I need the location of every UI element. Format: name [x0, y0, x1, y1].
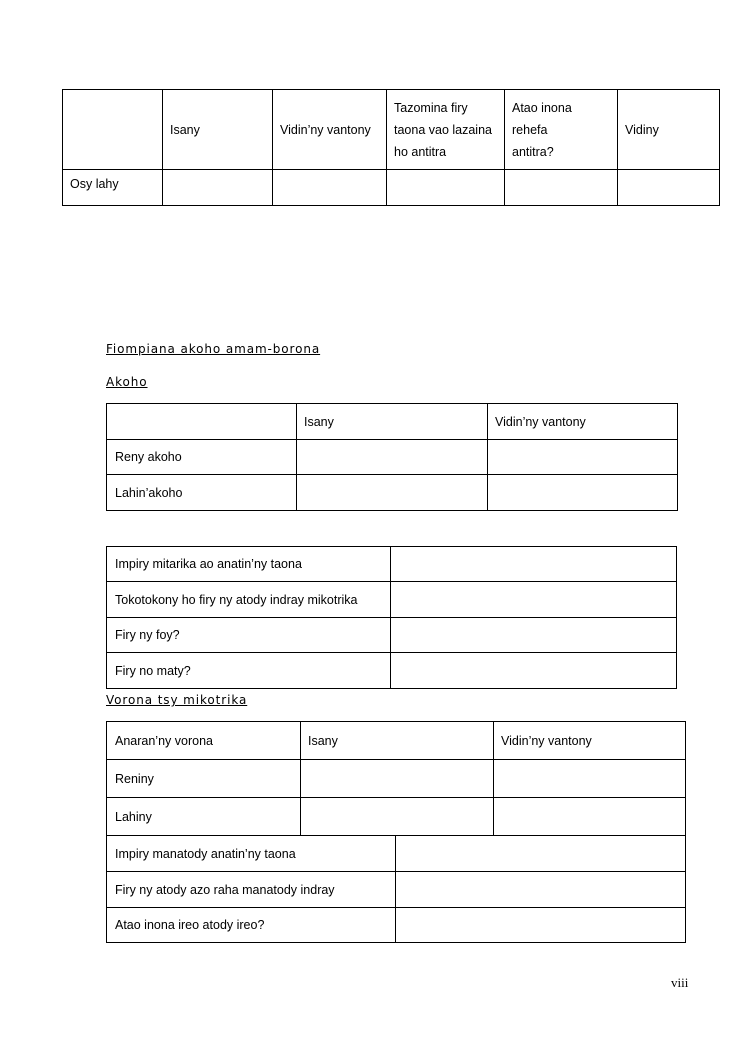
table-cell — [618, 170, 720, 206]
answer-cell — [396, 836, 686, 872]
table-row — [107, 760, 686, 798]
table-row — [107, 653, 677, 689]
table-cell — [297, 475, 488, 511]
table-header-cell: Vidin’ny vantony — [488, 404, 678, 440]
table-row — [107, 440, 678, 475]
header-line: taona vao lazaina — [394, 122, 492, 137]
row-label: Lahin’akoho — [107, 475, 297, 511]
table-row — [107, 908, 686, 943]
table-cell — [387, 170, 505, 206]
table-cell — [488, 475, 678, 511]
goat-table — [62, 89, 720, 206]
answer-cell — [396, 872, 686, 908]
akoho-table — [106, 403, 678, 511]
answer-cell — [391, 547, 677, 582]
table-cell — [301, 798, 494, 836]
table-row — [107, 618, 677, 653]
header-line: Tazomina firy — [394, 100, 468, 115]
table-header-cell — [107, 404, 297, 440]
table-header-cell: Vidin’ny vantony — [494, 722, 686, 760]
question-label: Impiry mitarika ao anatin’ny taona — [107, 547, 391, 582]
table-header-cell — [505, 90, 618, 170]
vorona-title: Vorona tsy mikotrika — [106, 693, 248, 707]
table-row — [107, 582, 677, 618]
table-header-cell: Isany — [301, 722, 494, 760]
table-cell — [494, 798, 686, 836]
table-cell — [297, 440, 488, 475]
table-cell — [494, 760, 686, 798]
table-header-cell: Anaran’ny vorona — [107, 722, 301, 760]
table-header-cell: Isany — [163, 90, 273, 170]
answer-cell — [396, 908, 686, 943]
table-header-cell: Vidin’ny vantony — [273, 90, 387, 170]
table-row — [107, 798, 686, 836]
akoho-title: Akoho — [106, 375, 148, 389]
akoho-questions-table — [106, 546, 677, 689]
row-label: Osy lahy — [63, 170, 163, 206]
row-label: Lahiny — [107, 798, 301, 836]
answer-cell — [391, 653, 677, 689]
question-label: Tokotokony ho firy ny atody indray mikotrika — [107, 582, 391, 618]
table-header-cell: Isany — [297, 404, 488, 440]
header-line: ho antitra — [394, 144, 447, 159]
vorona-questions-table — [106, 835, 686, 943]
table-cell — [488, 440, 678, 475]
vorona-table — [106, 721, 686, 836]
table-cell — [273, 170, 387, 206]
header-line: Atao inona rehefa — [512, 100, 572, 137]
question-label: Atao inona ireo atody ireo? — [107, 908, 396, 943]
row-label: Reniny — [107, 760, 301, 798]
table-header-cell — [387, 90, 505, 170]
table-cell — [505, 170, 618, 206]
answer-cell — [391, 618, 677, 653]
answer-cell — [391, 582, 677, 618]
question-label: Firy ny atody azo raha manatody indray — [107, 872, 396, 908]
table-cell — [163, 170, 273, 206]
table-header-cell — [63, 90, 163, 170]
table-header-row — [63, 90, 720, 170]
table-header-row — [107, 404, 678, 440]
page-number: viii — [671, 975, 689, 990]
table-row — [107, 872, 686, 908]
question-label: Impiry manatody anatin’ny taona — [107, 836, 396, 872]
table-row — [63, 170, 720, 206]
header-line: antitra? — [512, 144, 554, 159]
question-label: Firy no maty? — [107, 653, 391, 689]
question-label: Firy ny foy? — [107, 618, 391, 653]
row-label: Reny akoho — [107, 440, 297, 475]
table-row — [107, 547, 677, 582]
table-header-cell: Vidiny — [618, 90, 720, 170]
table-row — [107, 475, 678, 511]
table-cell — [301, 760, 494, 798]
section-title: Fiompiana akoho amam-borona — [106, 342, 321, 356]
table-header-row — [107, 722, 686, 760]
table-row — [107, 836, 686, 872]
